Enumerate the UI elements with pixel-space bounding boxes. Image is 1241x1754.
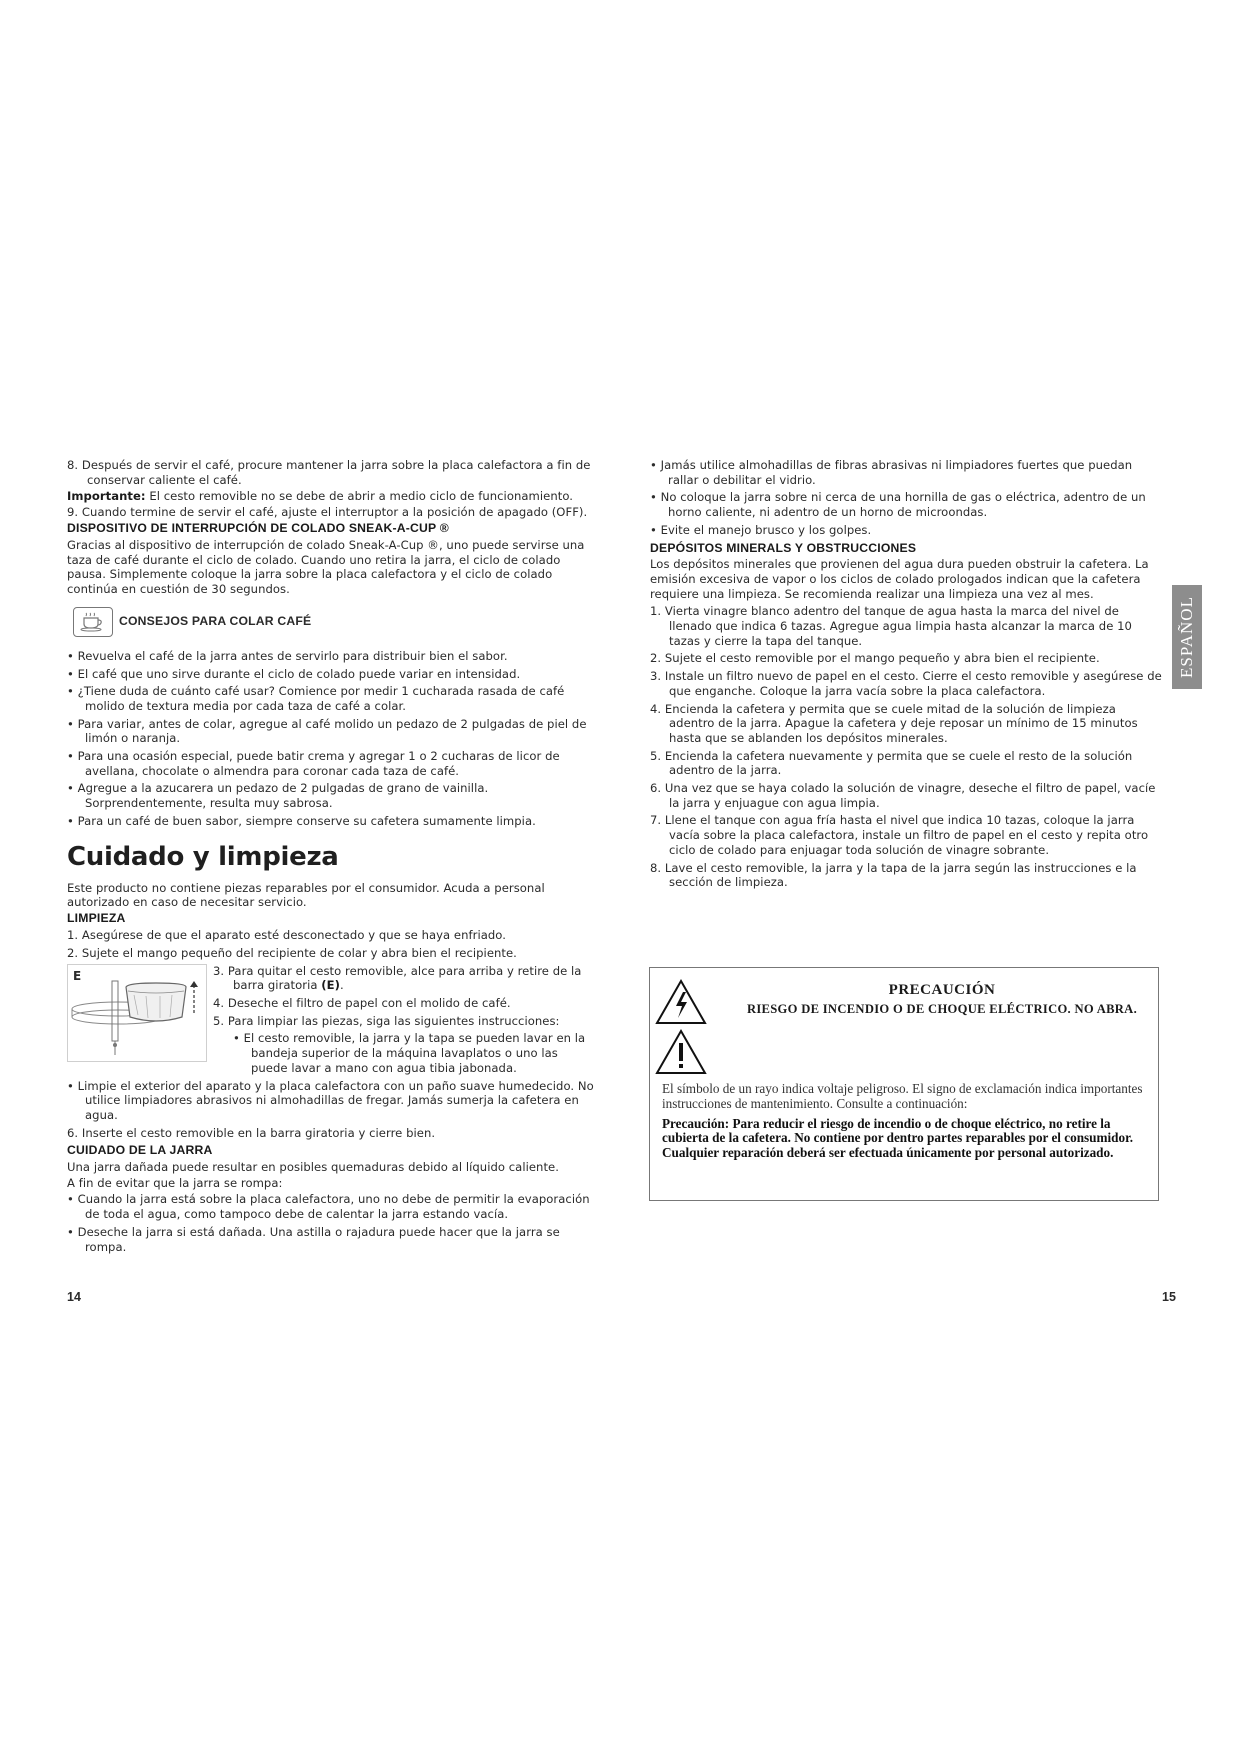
cleaning-heading: LIMPIEZA xyxy=(67,911,126,926)
important-label: Importante: xyxy=(67,488,146,503)
page-number-left: 14 xyxy=(67,1290,81,1304)
clean-step-6: 6. Inserte el cesto removible en la barra giratoria y cierre bien. xyxy=(67,1125,436,1140)
exterior-bullet: • Limpie el exterior del aparato y la placa calefactora con un paño suave humedecido. No utilice limpiadores abrasivos ni almohadillas de fregar. Jamás sumerja la cafetera en agua. xyxy=(67,1078,594,1122)
jar-bullet: • Cuando la jarra está sobre la placa calefactora, uno no debe de permitir la evaporación de toda el agua, como tampoco debe de calentar la jarra estando vacía. xyxy=(67,1192,590,1222)
warning-explanation: El símbolo de un rayo indica voltaje peligroso. El signo de exclamación indica importantes instrucciones de mantenimiento. Consulte a continuación: xyxy=(662,1081,1143,1111)
glass-bullet: • Evite el manejo brusco y los golpes. xyxy=(650,522,872,537)
right-page-content xyxy=(650,458,1162,893)
jar-care-p2: A fin de evitar que la jarra se rompa: xyxy=(67,1176,283,1191)
warning-subtitle: RIESGO DE INCENDIO O DE CHOQUE ELÉCTRICO. NO ABRA. xyxy=(746,1002,1138,1016)
clean-step-2: 2. Sujete el mango pequeño del recipiente de colar y abra bien el recipiente. xyxy=(67,945,517,960)
page-number-right: 15 xyxy=(1162,1290,1176,1304)
tips-list xyxy=(67,649,597,829)
tips-header xyxy=(73,607,597,637)
tip-item: • ¿Tiene duda de cuánto café usar? Comience por medir 1 cucharada rasada de café molido de textura media por cada taza de café a colar. xyxy=(67,684,565,713)
brew-basket-figure xyxy=(67,964,207,1062)
mineral-step: 5. Encienda la cafetera nuevamente y permita que se cuele el resto de la solución adentro de la jarra. xyxy=(650,748,1133,778)
figure-ref: (E) xyxy=(321,978,340,993)
mineral-step: 8. Lave el cesto removible, la jarra y la tapa de la jarra según las instrucciones e la sección de limpieza. xyxy=(650,860,1137,890)
minerals-text: Los depósitos minerales que provienen del agua dura pueden obstruir la cafetera. La emisión excesiva de vapor o los ciclos de colado prologados indican que la cafetera requiere una limpieza. Se recomienda realizar una limpieza una vez al mes. xyxy=(650,557,1149,601)
jar-bullet: • Deseche la jarra si está dañada. Una astilla o rajadura puede hacer que la jarra se rompa. xyxy=(67,1224,560,1254)
mineral-step: 6. Una vez que se haya colado la solución de vinagre, deseche el filtro de papel, vacíe la jarra y enjuague con agua limpia. xyxy=(650,781,1156,810)
clean-step-5: 5. Para limpiar las piezas, siga las siguientes instrucciones: xyxy=(213,1013,560,1028)
mineral-step: 4. Encienda la cafetera y permita que se cuele mitad de la solución de limpieza adentro de la jarra. Apague la cafetera y deje reposar un mínimo de 15 minutos hasta que se ablanden los depósitos minerales. xyxy=(650,701,1138,745)
coffee-cup-icon xyxy=(73,607,113,637)
glass-bullet: • No coloque la jarra sobre ni cerca de una hornilla de gas o eléctrica, adentro de un horno caliente, ni adentro de un horno de microondas. xyxy=(650,490,1146,520)
warning-title: PRECAUCIÓN xyxy=(888,982,996,998)
figure-steps xyxy=(213,964,597,1079)
minerals-heading: DEPÓSITOS MINERALS Y OBSTRUCCIONES xyxy=(650,540,917,555)
important-note xyxy=(67,489,597,504)
tip-item: • El café que uno sirve durante el ciclo de colado puede variar en intensidad. xyxy=(67,666,521,681)
figure-row xyxy=(67,964,597,1079)
warning-box xyxy=(649,967,1159,1201)
tip-item: • Revuelva el café de la jarra antes de servirlo para distribuir bien el sabor. xyxy=(67,648,508,663)
tip-item: • Para variar, antes de colar, agregue al café molido un pedazo de 2 pulgadas de piel de limón o naranja. xyxy=(67,716,587,746)
care-intro: Este producto no contiene piezas reparables por el consumidor. Acuda a personal autorizado en caso de necesitar servicio. xyxy=(67,880,545,910)
tip-item: • Para una ocasión especial, puede batir crema y agregar 1 o 2 cucharas de licor de avellana, chocolate o almendra para coronar cada taza de café. xyxy=(67,749,560,778)
clean-step-4: 4. Deseche el filtro de papel con el molido de café. xyxy=(213,995,511,1010)
language-tab xyxy=(1172,585,1202,689)
step-3-text: 3. Para quitar el cesto removible, alce para arriba y retire de la barra giratoria xyxy=(213,963,582,993)
warning-body xyxy=(662,1082,1146,1161)
important-text: El cesto removible no se debe de abrir a medio ciclo de funcionamiento. xyxy=(145,488,573,503)
step-3-end: . xyxy=(339,978,344,993)
tips-heading: CONSEJOS PARA COLAR CAFÉ xyxy=(119,614,312,629)
exclamation-icon xyxy=(654,1028,708,1076)
tip-item: • Para un café de buen sabor, siempre conserve su cafetera sumamente limpia. xyxy=(67,813,536,828)
glass-bullet: • Jamás utilice almohadillas de fibras abrasivas ni limpiadores fuertes que puedan rallar o debilitar el vidrio. xyxy=(650,458,1133,487)
dishwasher-bullet: • El cesto removible, la jarra y la tapa se pueden lavar en la bandeja superior de la máquina lavaplatos o uno las puede lavar a mano con agua tibia jabonada. xyxy=(233,1031,586,1075)
language-tab-label: ESPAÑOL xyxy=(1177,596,1197,678)
clean-step-1: 1. Asegúrese de que el aparato esté desconectado y que se haya enfriado. xyxy=(67,928,506,943)
tip-item: • Agregue a la azucarera un pedazo de 2 pulgadas de grano de vainilla. Sorprendentemente, resulta muy sabrosa. xyxy=(67,781,489,811)
mineral-step: 3. Instale un filtro nuevo de papel en el cesto. Cierre el cesto removible y asegúrese de que enganche. Coloque la jarra vacía sobre la placa calefactora. xyxy=(650,669,1162,698)
jar-care-p1: Una jarra dañada puede resultar en posibles quemaduras debido al líquido caliente. xyxy=(67,1160,559,1175)
mineral-step: 7. Llene el tanque con agua fría hasta el nivel que indica 10 tazas, coloque la jarra vacía sobre la placa calefactora, instale un filtro de papel en el cesto y repita otro ciclo de colado para enjuagar toda solución de vinagre sobrante. xyxy=(650,813,1149,857)
clean-step-3 xyxy=(213,964,597,993)
warning-caution: Precaución: Para reducir el riesgo de incendio o de choque eléctrico, no retire la cubierta de la cafetera. No contiene por dentro partes reparables por el consumidor. Cualquier reparación deberá ser efectuada únicamente por personal autorizado. xyxy=(662,1115,1134,1161)
step-9-off: 9. Cuando termine de servir el café, ajuste el interruptor a la posición de apagado (OFF). xyxy=(67,505,588,520)
sneak-a-cup-heading: DISPOSITIVO DE INTERRUPCIÓN DE COLADO SNEAK-A-CUP ® xyxy=(67,521,449,536)
figure-label: E xyxy=(73,968,82,983)
mineral-step: 1. Vierta vinagre blanco adentro del tanque de agua hasta la marca del nivel de llenado que indica 6 tazas. Agregue agua limpia hasta alcanzar la marca de 10 tazas y cierre la tapa del tanque. xyxy=(650,604,1132,648)
mineral-step: 2. Sujete el cesto removible por el mango pequeño y abra bien el recipiente. xyxy=(650,651,1100,666)
brew-basket-illustration xyxy=(68,965,206,1061)
care-title: Cuidado y limpieza xyxy=(67,841,339,872)
left-page-content xyxy=(67,458,597,1257)
step-8-keep-warm: 8. Después de servir el café, procure mantener la jarra sobre la placa calefactora a fin de conservar caliente el café. xyxy=(67,458,591,487)
jar-care-heading: CUIDADO DE LA JARRA xyxy=(67,1143,213,1158)
sneak-a-cup-text: Gracias al dispositivo de interrupción de colado Sneak-A-Cup ®, uno puede servirse una taza de café durante el ciclo de colado. Cuando uno retira la jarra, el ciclo de colado pausa. Simplemente coloque la jarra sobre la placa calefactora y el ciclo de colado continúa en cuestión de 30 segundos. xyxy=(67,538,585,597)
